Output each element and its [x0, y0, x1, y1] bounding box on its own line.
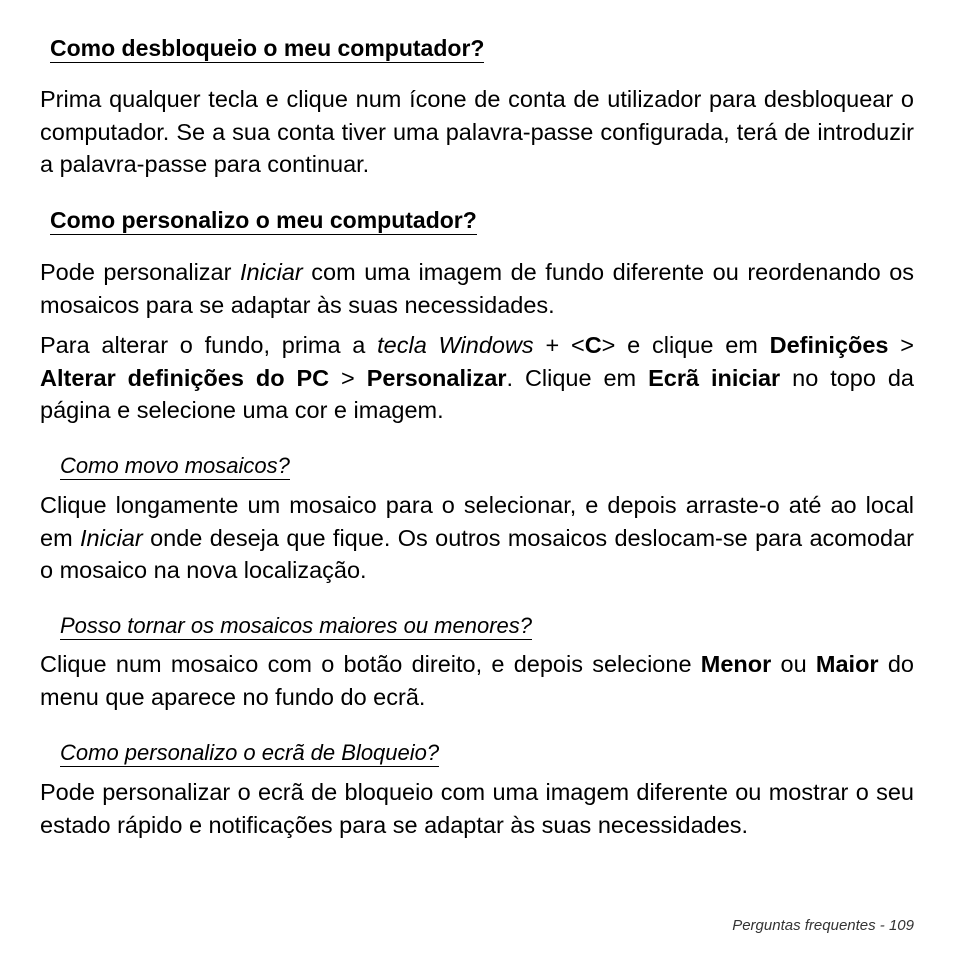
bold-menu-item: Personalizar: [366, 364, 507, 391]
section-unlock-paragraph: Prima qualquer tecla e clique num ícone de conta de utilizador para desbloquear o computador. Se a sua conta tiver uma palavra-passe configurada, terá de introduzir a palavra-passe para continuar.: [40, 86, 914, 177]
subsection-resize-tiles-heading: Posso tornar os mosaicos maiores ou menores?: [60, 613, 532, 638]
bold-option: Maior: [815, 651, 879, 677]
italic-term: Iniciar: [80, 524, 143, 551]
italic-term: Iniciar: [240, 259, 303, 285]
bold-key: C: [584, 332, 602, 358]
italic-term: tecla Windows: [377, 332, 534, 358]
text-run: com uma imagem de fundo diferente ou reordenando os mosaicos para se adaptar às suas necessidades.: [40, 259, 915, 318]
subsection-move-tiles-paragraph: [40, 489, 914, 587]
text-run: Para alterar o fundo, prima a: [40, 332, 378, 358]
text-run: onde deseja que fique. Os outros mosaicos deslocam-se para acomodar o mosaico na nova localização.: [40, 524, 914, 583]
text-run: + <: [533, 332, 585, 358]
page-footer: [732, 917, 914, 934]
text-run: Clique num mosaico com o botão direito, e depois selecione: [40, 651, 701, 677]
subsection-move-tiles-heading: Como movo mosaicos?: [60, 453, 290, 478]
footer-section-name: Perguntas frequentes -: [732, 917, 889, 934]
subsection-lock-screen-paragraph: Pode personalizar o ecrã de bloqueio com uma imagem diferente ou mostrar o seu estado rápido e notificações para se adaptar às suas necessidades.: [40, 779, 914, 838]
text-run: >: [888, 332, 914, 358]
text-run: ou: [771, 651, 816, 677]
bold-option: Menor: [700, 651, 772, 677]
section-unlock-heading: Como desbloqueio o meu computador?: [50, 35, 485, 61]
bold-menu-item: Definições: [769, 332, 889, 358]
text-run: no topo da página e selecione uma cor e imagem.: [40, 364, 915, 423]
text-run: >: [329, 364, 367, 391]
section-personalize-paragraph-1: [40, 256, 914, 321]
text-run: > e clique em: [601, 332, 770, 358]
section-personalize-paragraph-2: [40, 329, 914, 427]
bold-menu-item: Ecrã iniciar: [648, 364, 781, 391]
bold-menu-item: Alterar definições do PC: [40, 364, 330, 391]
page-number: 109: [888, 917, 914, 934]
text-run: Clique longamente um mosaico para o selecionar, e depois arraste-o até ao local em: [40, 492, 914, 551]
subsection-resize-tiles-paragraph: [40, 648, 914, 713]
text-run: . Clique em: [506, 364, 649, 391]
subsection-lock-screen-heading: Como personalizo o ecrã de Bloqueio?: [60, 740, 440, 765]
section-personalize-heading: Como personalizo o meu computador?: [50, 207, 477, 233]
text-run: Pode personalizar: [40, 259, 241, 285]
text-run: do menu que aparece no fundo do ecrã.: [40, 651, 914, 710]
